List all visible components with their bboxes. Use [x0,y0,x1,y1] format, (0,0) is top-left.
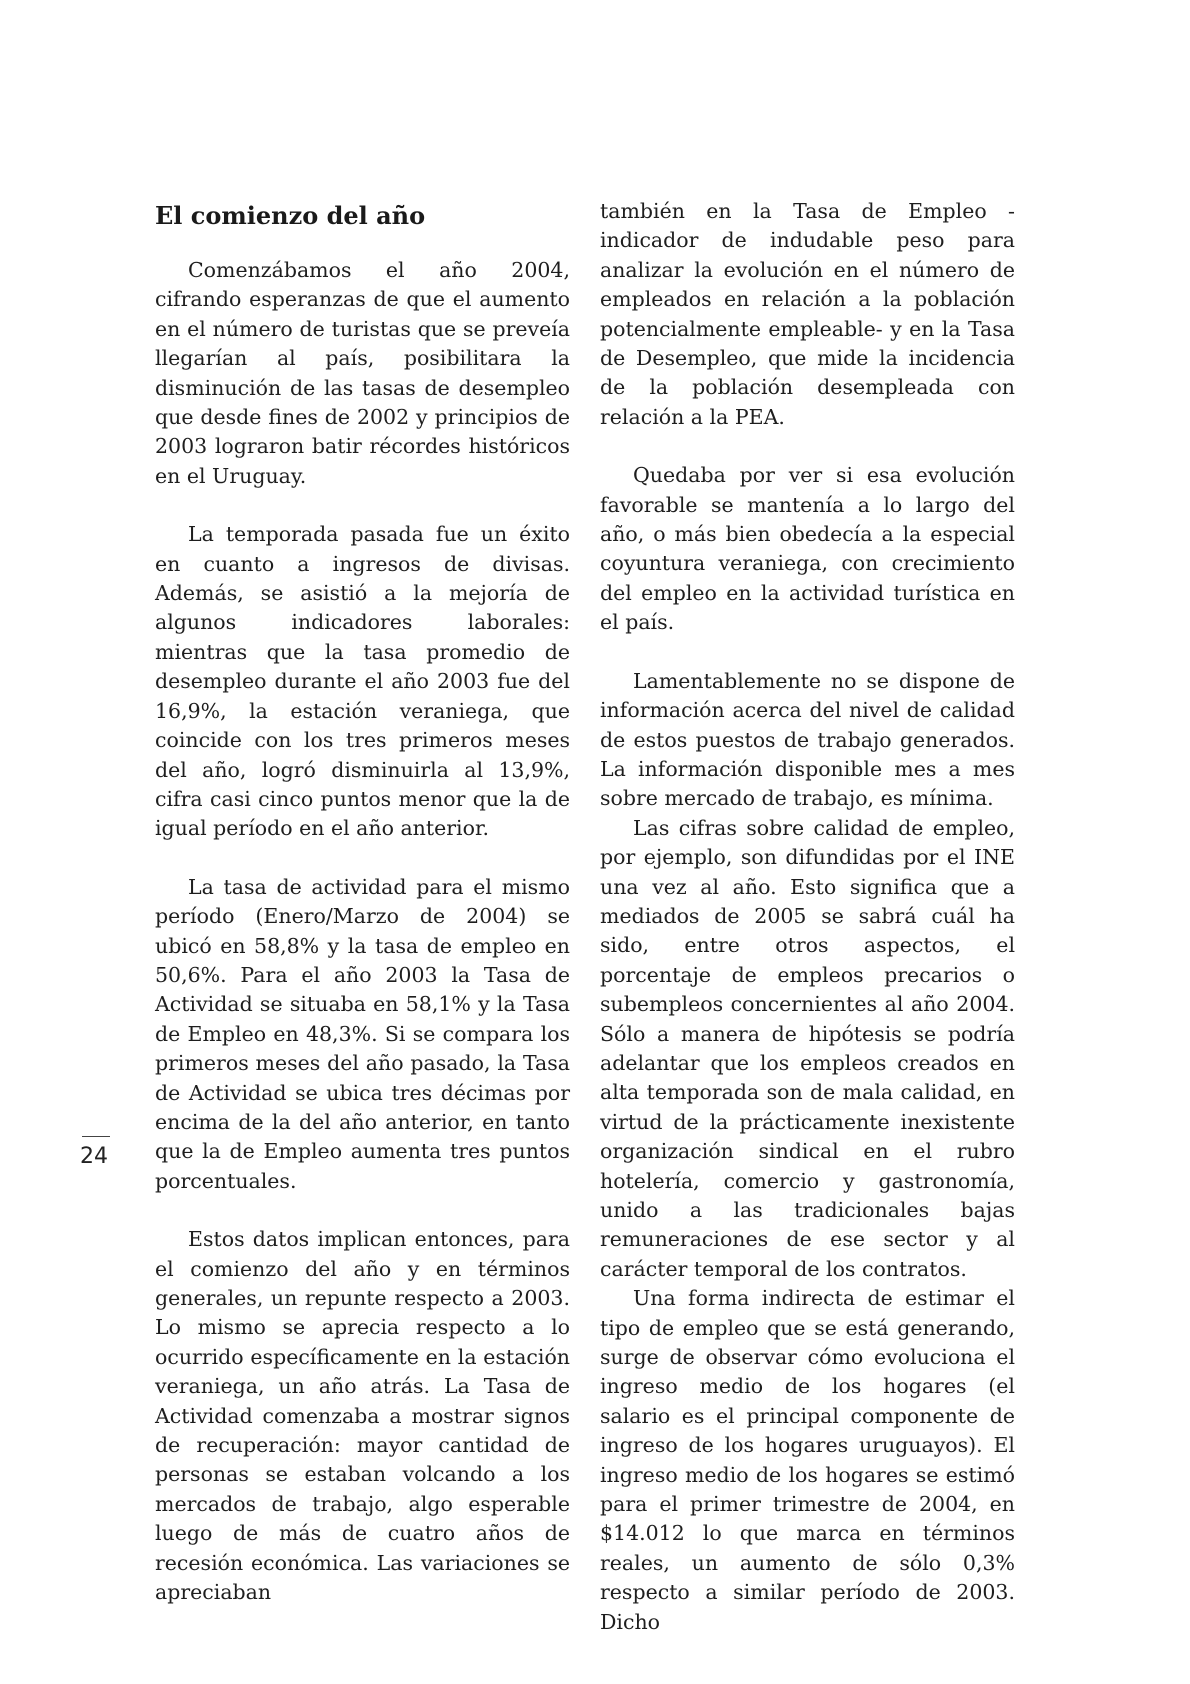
right-column [600,197,1015,1637]
paragraph: La temporada pasada fue un éxito en cuanto a ingresos de divisas. Además, se asistió a la mejoría de algunos indicadores laborales: mientras que la tasa promedio de desempleo durante el año 2003 fue del 16,9%, la estación veraniega, que coincide con los tres primeros meses del año, logró disminuirla al 13,9%, cifra casi cinco puntos menor que la de igual período en el año anterior. [155,522,570,841]
paragraph: también en la Tasa de Empleo -indicador de indudable peso para analizar la evolución en el número de empleados en relación a la población potencialmente empleable- y en la Tasa de Desempleo, que mide la incidencia de la población desempleada con relación a la PEA. [600,199,1015,429]
paragraph: Estos datos implican entonces, para el comienzo del año y en términos generales, un repunte respecto a 2003. Lo mismo se aprecia respecto a lo ocurrido específicamente en la estación veraniega, un año atrás. La Tasa de Actividad comenzaba a mostrar signos de recuperación: mayor cantidad de personas se estaban volcando a los mercados de trabajo, algo esperable luego de más de cuatro años de recesión económica. Las variaciones se apreciaban [155,1227,570,1605]
left-column [155,200,570,1607]
paragraph: La tasa de actividad para el mismo período (Enero/Marzo de 2004) se ubicó en 58,8% y la tasa de empleo en 50,6%. Para el año 2003 la Tasa de Actividad se situaba en 58,1% y la Tasa de Empleo en 48,3%. Si se compara los primeros meses del año pasado, la Tasa de Actividad se ubica tres décimas por encima de la del año anterior, en tanto que la de Empleo aumenta tres puntos porcentuales. [155,874,570,1193]
page-number: 24 [80,1144,108,1169]
section-heading: El comienzo del año [155,201,426,230]
paragraph: Las cifras sobre calidad de empleo, por ejemplo, son difundidas por el INE una vez al año. Esto significa que a mediados de 2005 se sabrá cuál ha sido, entre otros aspectos, el porcentaje de empleos precarios o subempleos concernientes al año 2004. Sólo a manera de hipótesis se podría adelantar que los empleos creados en alta temporada son de mala calidad, en virtud de la prácticamente inexistente organización sindical en el rubro hotelería, comercio y gastronomía, unido a las tradicionales bajas remuneraciones de ese sector y al carácter temporal de los contratos. [600,815,1015,1281]
page-number-rule [82,1136,110,1137]
paragraph: Lamentablemente no se dispone de información acerca del nivel de calidad de estos puestos de trabajo generados. La información disponible mes a mes sobre mercado de trabajo, es mínima. [600,668,1015,811]
paragraph: Comenzábamos el año 2004, cifrando esperanzas de que el aumento en el número de turistas que se preveía llegarían al país, posibilitara la disminución de las tasas de desempleo que desde fines de 2002 y principios de 2003 lograron batir récordes históricos en el Uruguay. [155,258,570,488]
paragraph: Una forma indirecta de estimar el tipo de empleo que se está generando, surge de observar cómo evoluciona el ingreso medio de los hogares (el salario es el principal componente de ingreso de los hogares uruguayos). El ingreso medio de los hogares se estimó para el primer trimestre de 2004, en $14.012 lo que marca en términos reales, un aumento de sólo 0,3% respecto a similar período de 2003. Dicho [600,1286,1015,1634]
paragraph: Quedaba por ver si esa evolución favorable se mantenía a lo largo del año, o más bien obedecía a la especial coyuntura veraniega, con crecimiento del empleo en la actividad turística en el país. [600,463,1015,635]
